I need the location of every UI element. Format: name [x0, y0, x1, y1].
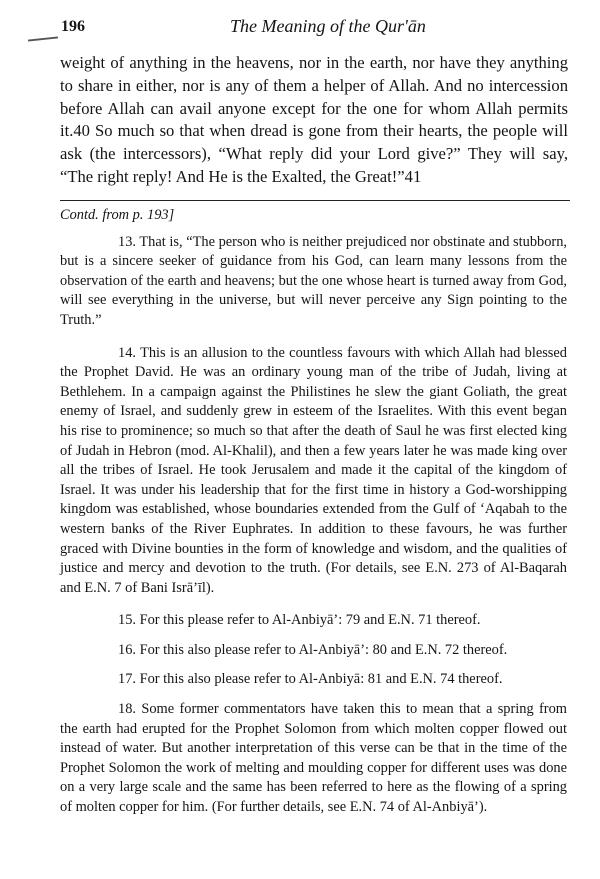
note-17: 17. For this also please refer to Al-Anbiyā: 81 and E.N. 74 thereof.: [118, 671, 503, 688]
note-16: 16. For this also please refer to Al-Anbiyā’: 80 and E.N. 72 thereof.: [118, 641, 508, 658]
note-14: 14. This is an allusion to the countless favours with which Allah had blessed the Prophet David. He was an ordinary young man of the tribe of Judah, living at Bethlehem. In a campaign against the Philistines he slew the giant Goliath, the great enemy of Israel, and suddenly grew in esteem of the Israelites. With this event began his rise to prominence; so much so that after the death of Saul he was first elected king of Judah in Hebron (mod. Al-Khalil), and then a few years later he was made king over all the tribes of Israel. He took Jerusalem and made it the capital of the kingdom of Israel. It was under his leadership that for the first time in history a God-worshipping kingdom was established, whose boundaries extended from the Gulf of ‘Aqabah to the western banks of the River Euphrates. In addition to these favours, he was further graced with Divine bounties in the form of knowledge and wisdom, and the qualities of justice and mercy and devotion to the truth. (For details, see E.N. 273 of Al-Baqarah and E.N. 7 of Bani Isrā’īl).: [60, 344, 567, 596]
page-header: [0, 14, 600, 38]
pen-mark: [28, 36, 58, 41]
note-18: 18. Some former commentators have taken this to mean that a spring from the earth had erupted for the Prophet Solomon from which molten copper flowed out instead of water. But another interpretation of this verse can be that in the time of the Prophet Solomon the work of melting and moulding copper for different uses was done on a very large scale and the same has been referred to here as the flowing of a spring of molten copper for him. (For further details, see E.N. 74 of Al-Anbiyā’).: [60, 701, 567, 816]
main-paragraph: weight of anything in the heavens, nor in the earth, nor have they anything to share in either, nor is any of them a helper of Allah. And no intercession before Allah can avail anyone except for the one for whom Allah permits it.40 So much so that when dread is gone from their hearts, the people will ask (the intercessors), “What reply did your Lord give?” They will say, “The right reply! And He is the Exalted, the Great!”41: [60, 53, 568, 186]
main-translation-text: [60, 52, 568, 189]
running-title: The Meaning of the Qur'ān: [230, 16, 426, 36]
continued-label: Contd. from p. 193]: [60, 207, 175, 223]
note-13: 13. That is, “The person who is neither prejudiced nor obstinate and stubborn, but is a sincere seeker of guidance from his God, can learn many lessons from the observation of the earth and heavens; but the one whose heart is turned away from God, will see everything in the universe, but will never perceive any Sign pointing to the Truth.”: [60, 233, 567, 328]
footnote-divider: [60, 200, 570, 201]
explanatory-notes: [60, 206, 567, 831]
note-15: 15. For this please refer to Al-Anbiyā’: 79 and E.N. 71 thereof.: [118, 612, 481, 629]
page-number: 196: [61, 18, 85, 35]
